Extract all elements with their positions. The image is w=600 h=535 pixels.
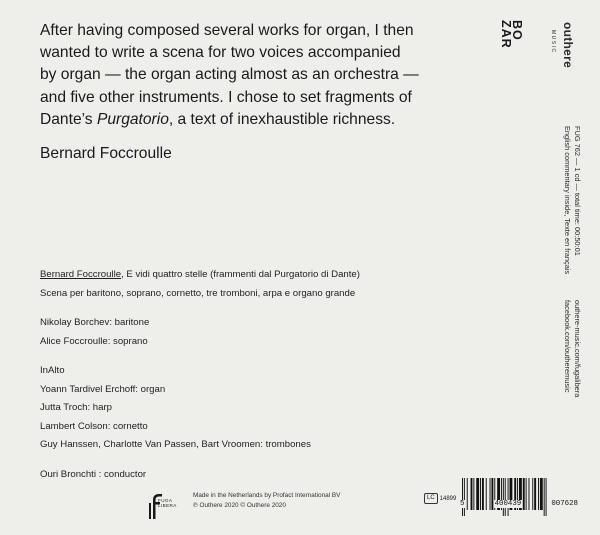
soloist: Alice Foccroulle: soprano bbox=[40, 335, 148, 347]
bozar-logo bbox=[500, 20, 522, 49]
outhere-logo-text: outhere bbox=[561, 22, 575, 69]
legal-text bbox=[193, 491, 340, 511]
quote-line bbox=[40, 109, 520, 131]
fuga-libera-wordmark bbox=[158, 498, 177, 509]
barcode-digit-group: 400439 bbox=[494, 500, 522, 508]
credits-block bbox=[40, 266, 480, 484]
quote-line: wanted to write a scena for two voices accompanied bbox=[40, 44, 401, 62]
catalog-text: FUG 762 — 1 cd — total time: 00:50:01 bbox=[573, 126, 582, 256]
work-title: , E vidi quattro stelle (frammenti dal Purgatorio di Dante) bbox=[121, 269, 360, 280]
conductor: Ouri Bronchti : conductor bbox=[40, 468, 147, 480]
barcode-digits bbox=[459, 500, 579, 508]
bozar-logo-line: ZAR bbox=[499, 20, 513, 49]
quote-text: , a text of inexhaustible richness. bbox=[168, 110, 396, 128]
copyright-note: ℗ Outhere 2020 © Outhere 2020 bbox=[193, 502, 286, 509]
label-code bbox=[424, 493, 456, 504]
ensemble-member: Lambert Colson: cornetto bbox=[40, 420, 148, 432]
outhere-sub bbox=[548, 30, 558, 54]
barcode-bar bbox=[546, 478, 547, 516]
barcode-bar bbox=[505, 478, 506, 516]
barcode-bar bbox=[503, 478, 504, 516]
fuga-line: FUGA bbox=[158, 498, 173, 503]
barcode-bar bbox=[464, 478, 465, 516]
scoring: Scena per baritono, soprano, cornetto, tre tromboni, arpa e organo grande bbox=[40, 287, 356, 299]
ensemble-member: Jutta Troch: harp bbox=[40, 402, 112, 413]
quote-italic-title: Purgatorio bbox=[96, 110, 169, 128]
commentary-text: English commentary inside, Texte en français bbox=[563, 126, 572, 275]
barcode bbox=[459, 478, 579, 518]
website-info bbox=[572, 300, 582, 397]
outhere-logo bbox=[561, 22, 574, 68]
facebook-link: facebook.com/outheremusic bbox=[563, 300, 572, 393]
libera-line: LIBERA bbox=[158, 503, 177, 509]
lc-number: 14899 bbox=[439, 495, 457, 502]
quote-text: Dante’s bbox=[40, 110, 97, 128]
commentary-info bbox=[562, 126, 572, 274]
quote-line: and five other instruments. I chose to set fragments of bbox=[40, 88, 412, 106]
barcode-bar bbox=[462, 478, 463, 516]
manufacture-note: Made in the Netherlands by Profact International BV bbox=[193, 492, 341, 499]
bozar-logo-line: BO bbox=[510, 20, 524, 41]
outhere-music-label: MUSIC bbox=[550, 30, 556, 54]
composer-name: Bernard Foccroulle bbox=[40, 269, 122, 280]
barcode-digit-group: 5 bbox=[460, 500, 465, 508]
facebook-info bbox=[562, 300, 572, 392]
lc-mark: LC bbox=[424, 493, 438, 504]
barcode-bar bbox=[544, 478, 545, 516]
quote-author: Bernard Foccroulle bbox=[40, 145, 172, 162]
work-title-row bbox=[40, 266, 480, 285]
quote-block bbox=[40, 20, 524, 131]
quote-line: After having composed several works for organ, I then bbox=[40, 22, 414, 39]
ensemble-member: Yoann Tardivel Erchoff: organ bbox=[40, 383, 166, 395]
barcode-digit-group: 007628 bbox=[551, 500, 578, 508]
catalog-info bbox=[572, 126, 582, 256]
website-link: outhere-music.com/fugalibera bbox=[573, 300, 582, 398]
ensemble-member: Guy Hanssen, Charlotte Van Passen, Bart Vroomen: trombones bbox=[40, 439, 311, 450]
ensemble-name: InAlto bbox=[40, 365, 65, 376]
quote-line: by organ — the organ acting almost as an orchestra — bbox=[40, 66, 419, 84]
soloist: Nikolay Borchev: baritone bbox=[40, 317, 150, 328]
barcode-bar bbox=[508, 478, 509, 516]
